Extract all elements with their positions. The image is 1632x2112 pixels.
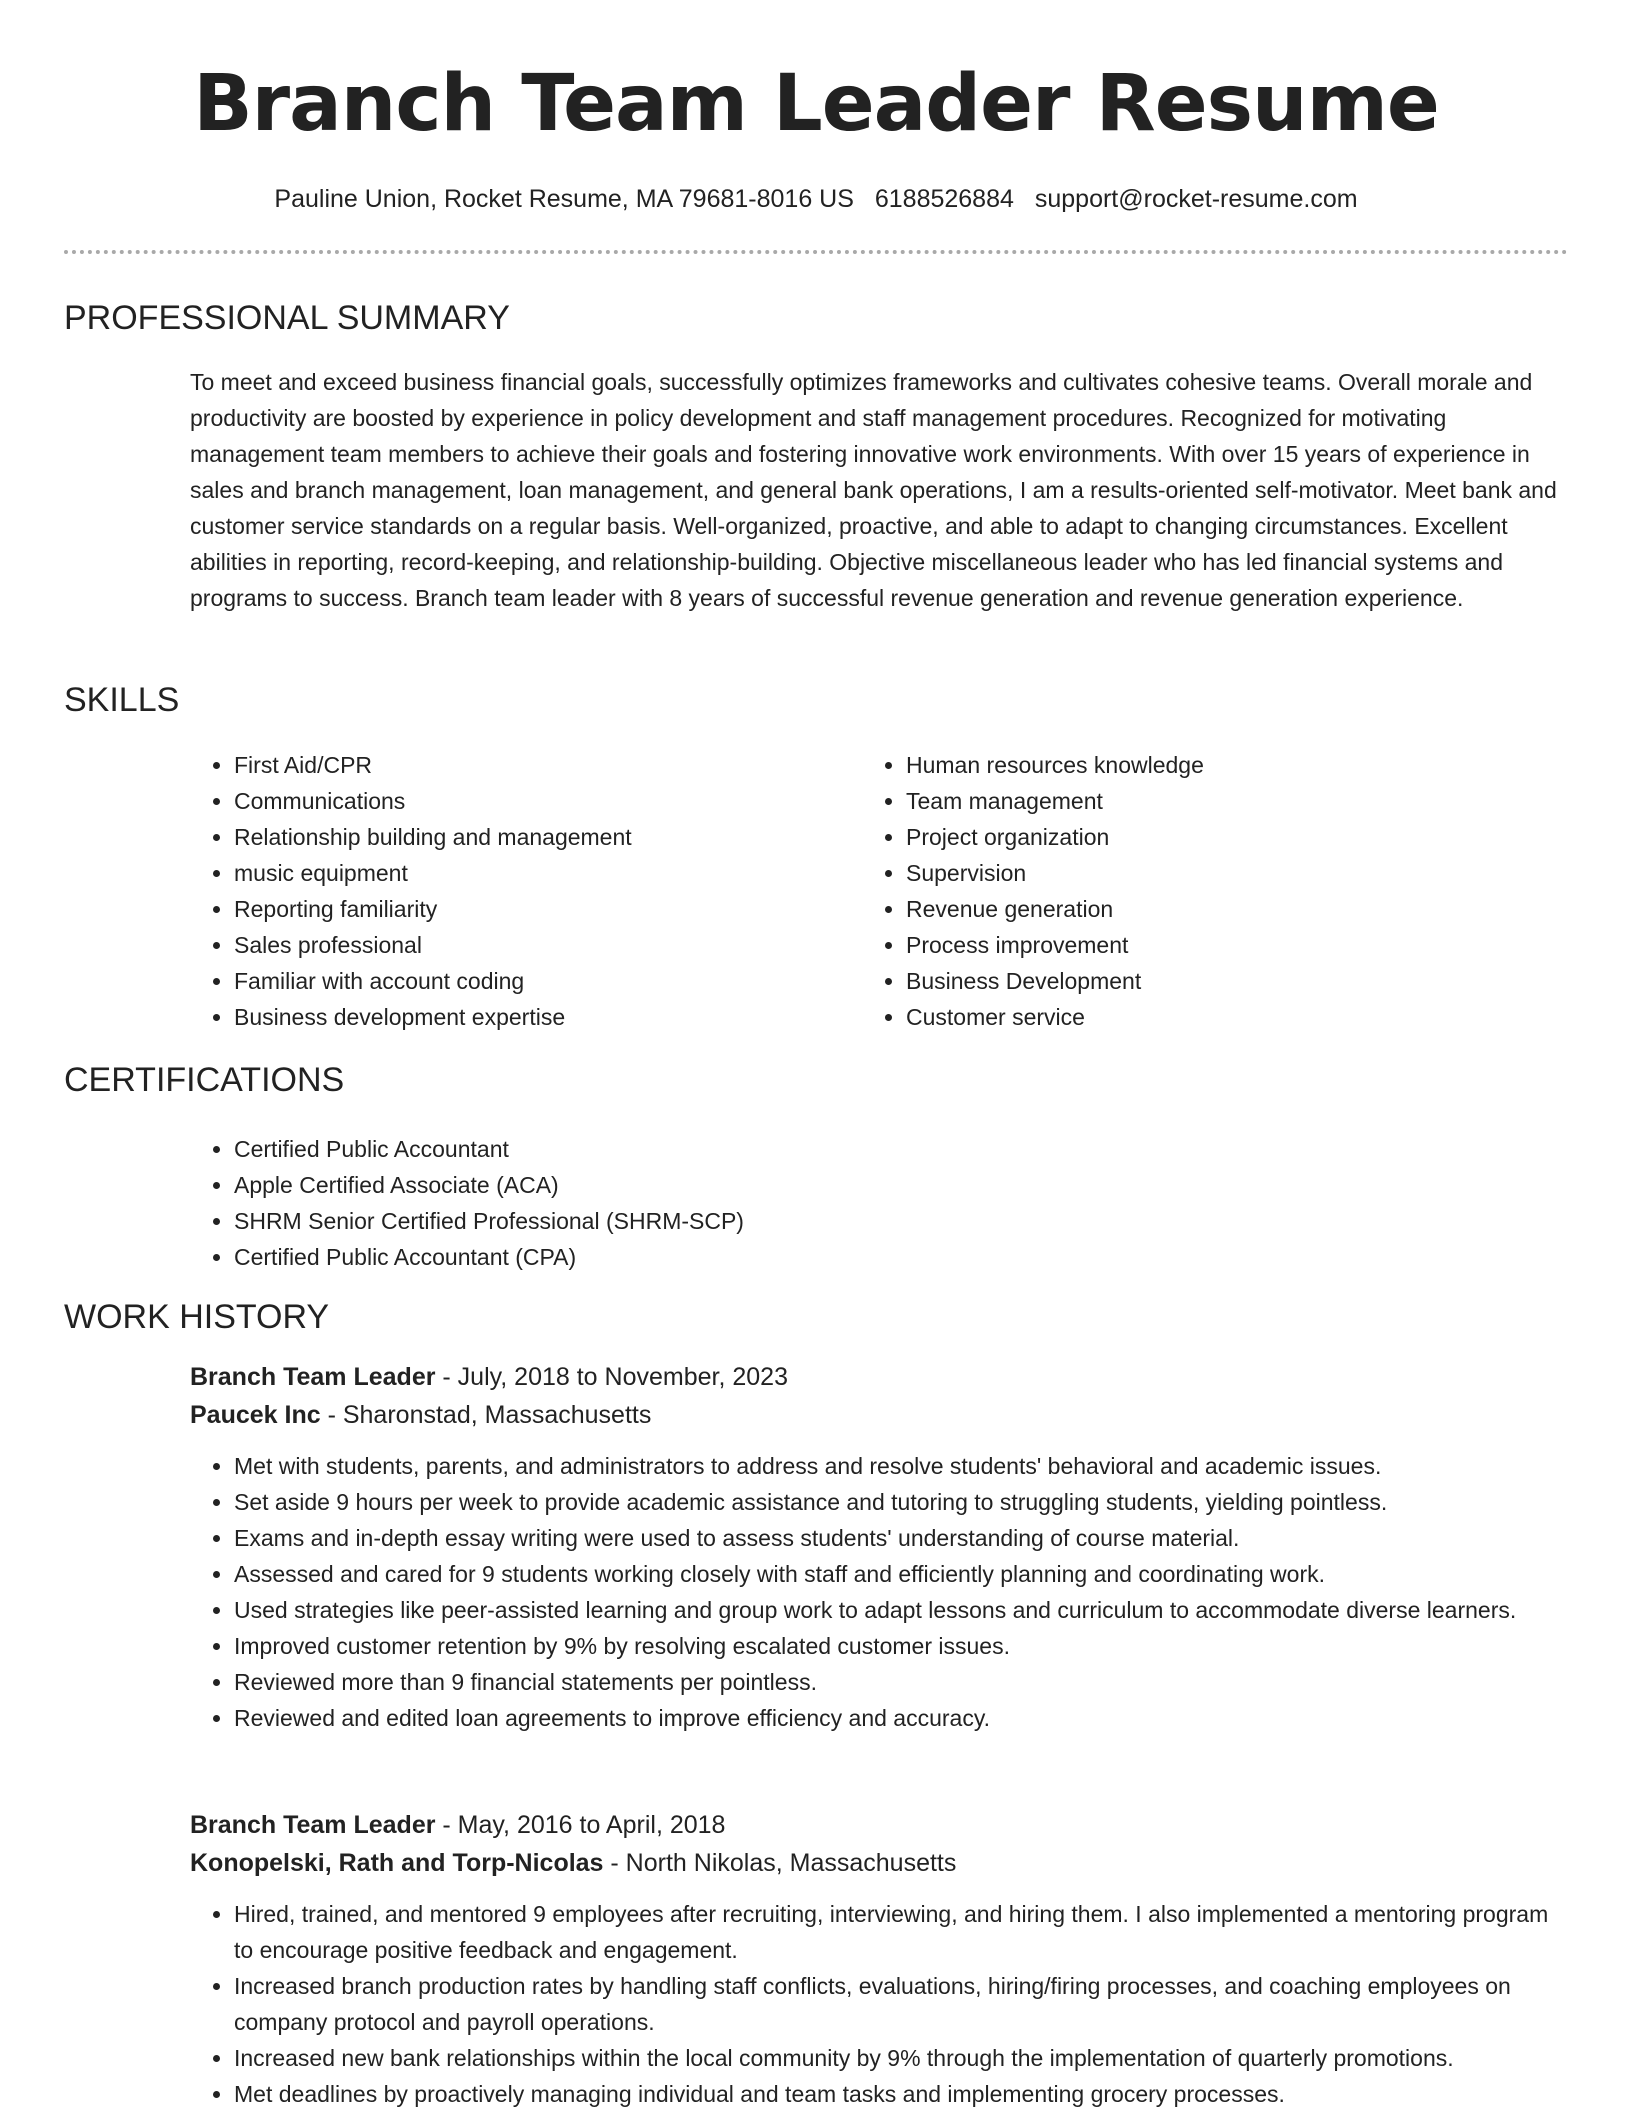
certifications-heading: CERTIFICATIONS [64, 1061, 345, 1099]
list-item: • Sales professional [234, 927, 870, 963]
list-item: • Certified Public Accountant (CPA) [234, 1239, 990, 1275]
certifications-list [190, 1131, 990, 1275]
list-item: • Communications [234, 783, 870, 819]
contact-phone: 6188526884 [874, 185, 1014, 213]
job-company: Konopelski, Rath and Torp-Nicolas [190, 1849, 604, 1877]
list-item: • music equipment [234, 855, 870, 891]
list-item: • Reviewed more than 9 financial statements per pointless. [234, 1664, 1570, 1700]
list-item: • Team management [906, 783, 1542, 819]
skills-list-right [862, 747, 1542, 1035]
job-company: Paucek Inc [190, 1401, 321, 1429]
header-divider [64, 250, 1568, 254]
list-item: • Business development expertise [234, 999, 870, 1035]
job-title: Branch Team Leader [190, 1363, 436, 1391]
certifications-block [190, 1131, 990, 1275]
contact-address: Pauline Union, Rocket Resume, MA 79681-8016 US [274, 185, 854, 213]
list-item: • Business Development [906, 963, 1542, 999]
contact-email: support@rocket-resume.com [1034, 185, 1358, 213]
list-item: • Reporting familiarity [234, 891, 870, 927]
list-item: • Used strategies like peer-assisted learning and group work to adapt lessons and curriculum to accommodate diverse learners. [234, 1592, 1570, 1628]
skills-list-left [190, 747, 870, 1035]
job-entry-1 [190, 1358, 1570, 1736]
resume-title: Branch Team Leader Resume [193, 59, 1439, 149]
job-location: - North Nikolas, Massachusetts [603, 1849, 957, 1877]
skills-heading: SKILLS [64, 681, 180, 719]
job-dates: - July, 2018 to November, 2023 [435, 1363, 788, 1391]
list-item: • Supervision [906, 855, 1542, 891]
list-item: • Assessed and cared for 9 students working closely with staff and efficiently planning and coordinating work. [234, 1556, 1570, 1592]
contact-line [64, 182, 1568, 216]
list-item: • Increased new bank relationships within the local community by 9% through the implementation of quarterly promotions. [234, 2040, 1570, 2076]
list-item: • Revenue generation [906, 891, 1542, 927]
list-item: • Met with students, parents, and administrators to address and resolve students' behavioral and academic issues. [234, 1448, 1570, 1484]
list-item: • Familiar with account coding [234, 963, 870, 999]
list-item: • Apple Certified Associate (ACA) [234, 1167, 990, 1203]
list-item: • Certified Public Accountant [234, 1131, 990, 1167]
list-item: • Exams and in-depth essay writing were used to assess students' understanding of course material. [234, 1520, 1570, 1556]
job-bullets [190, 1448, 1570, 1736]
list-item: • Increased branch production rates by handling staff conflicts, evaluations, hiring/firing processes, and coaching employees on company protocol and payroll operations. [234, 1968, 1570, 2040]
list-item: • Reviewed and edited loan agreements to improve efficiency and accuracy. [234, 1700, 1570, 1736]
list-item: • Met deadlines by proactively managing individual and team tasks and implementing grocery processes. [234, 2076, 1570, 2112]
job-title-line [190, 1806, 1570, 1844]
list-item: • Customer service [906, 999, 1542, 1035]
summary-text: To meet and exceed business financial goals, successfully optimizes frameworks and cultivates cohesive teams. Overall morale and productivity are boosted by experience in policy development and staff management procedures. Recognized for motivating management team members to achieve their goals and fostering innovative work environments. With over 15 years of experience in sales and branch management, loan management, and general bank operations, I am a results-oriented self-motivator. Meet bank and customer service standards on a regular basis. Well-organized, proactive, and able to adapt to changing circumstances. Excellent abilities in reporting, record-keeping, and relationship-building. Objective miscellaneous leader who has led financial systems and programs to success. Branch team leader with 8 years of successful revenue generation and revenue generation experience. [190, 369, 1557, 611]
job-entry-2 [190, 1806, 1570, 2112]
job-location: - Sharonstad, Massachusetts [320, 1401, 652, 1429]
list-item: • Relationship building and management [234, 819, 870, 855]
list-item: • Human resources knowledge [906, 747, 1542, 783]
skills-column-left [190, 747, 870, 1035]
skills-column-right [862, 747, 1542, 1035]
list-item: • Hired, trained, and mentored 9 employees after recruiting, interviewing, and hiring them. I also implemented a mentoring program to encourage positive feedback and engagement. [234, 1896, 1570, 1968]
work-history-heading: WORK HISTORY [64, 1298, 330, 1336]
list-item: • Project organization [906, 819, 1542, 855]
summary-heading: PROFESSIONAL SUMMARY [64, 299, 510, 337]
list-item: • SHRM Senior Certified Professional (SHRM-SCP) [234, 1203, 990, 1239]
list-item: • Improved customer retention by 9% by resolving escalated customer issues. [234, 1628, 1570, 1664]
list-item: • Process improvement [906, 927, 1542, 963]
list-item: • First Aid/CPR [234, 747, 870, 783]
job-company-line [190, 1396, 1570, 1434]
job-bullets [190, 1896, 1570, 2112]
job-company-line [190, 1844, 1570, 1882]
job-title: Branch Team Leader [190, 1811, 436, 1839]
list-item: • Set aside 9 hours per week to provide academic assistance and tutoring to struggling students, yielding pointless. [234, 1484, 1570, 1520]
job-dates: - May, 2016 to April, 2018 [435, 1811, 726, 1839]
job-title-line [190, 1358, 1570, 1396]
